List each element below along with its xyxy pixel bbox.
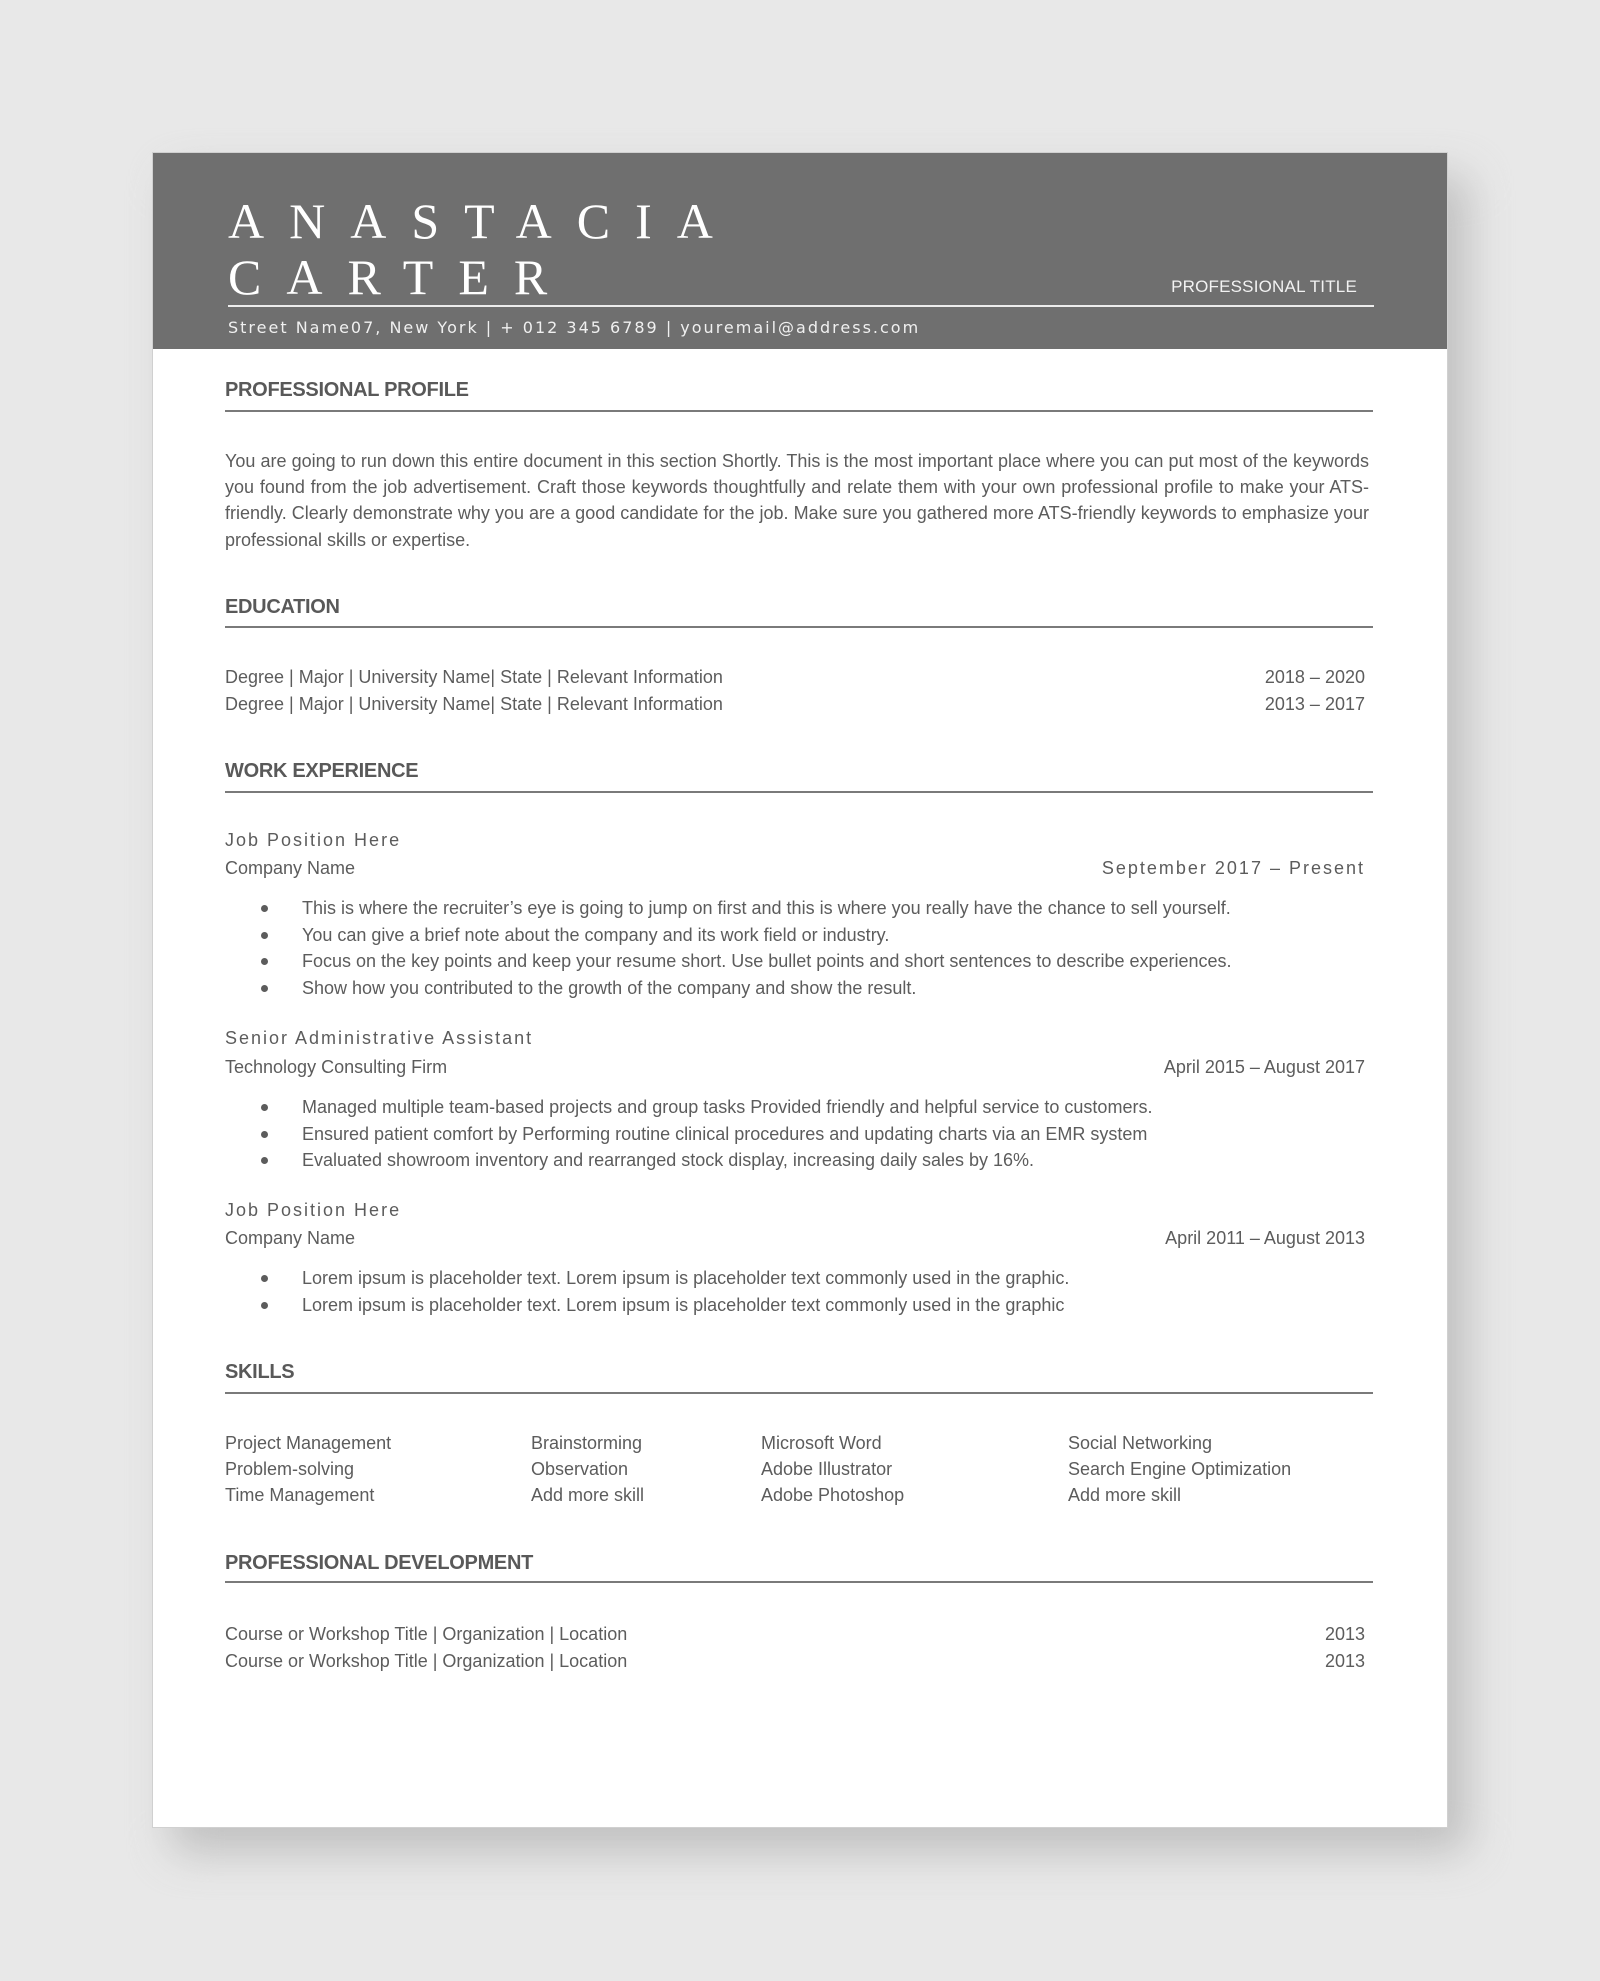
skill-item: Add more skill [531, 1485, 645, 1505]
skill-item: Time Management [225, 1485, 375, 1505]
bullet-icon [261, 958, 268, 965]
bullet-icon [261, 1275, 268, 1282]
bullet-item [225, 1147, 1369, 1174]
bullet-icon [261, 1131, 268, 1138]
first-name: ANASTACIA [228, 193, 738, 249]
bullet-icon [261, 1302, 268, 1309]
last-name: CARTER [228, 249, 573, 305]
skills-column [531, 1430, 644, 1508]
skill-item: Adobe Photoshop [761, 1485, 905, 1505]
section-title-profile: PROFESSIONAL PROFILE [225, 379, 469, 401]
section-divider [225, 626, 1373, 628]
job-dates: April 2011 – August 2013 [1165, 1228, 1365, 1248]
professional-title: PROFESSIONAL TITLE [1171, 277, 1357, 296]
bullet-item [225, 922, 1369, 949]
bullet-text: Show how you contributed to the growth of the company and show the result. [302, 978, 917, 999]
section-title-development: PROFESSIONAL DEVELOPMENT [225, 1552, 534, 1574]
job-bullets [225, 1265, 1369, 1318]
education-entry: Degree | Major | University Name| State | Relevant Information [225, 694, 723, 714]
education-dates: 2013 – 2017 [1264, 694, 1365, 714]
development-entry: Course or Workshop Title | Organization | Location [225, 1624, 628, 1644]
bullet-text: Ensured patient comfort by Performing routine clinical procedures and updating charts via an EMR system [302, 1123, 1148, 1144]
section-title-education: EDUCATION [225, 596, 340, 618]
job-company: Company Name [225, 1228, 356, 1248]
header-band [153, 153, 1447, 349]
skills-column [1068, 1430, 1291, 1508]
bullet-text: Managed multiple team-based projects and group tasks Provided friendly and helpful service to customers. [302, 1097, 1153, 1117]
skill-item: Adobe Illustrator [761, 1459, 893, 1479]
bullet-item [225, 975, 1369, 1002]
job-company-row [225, 1225, 1369, 1251]
bullet-text: Lorem ipsum is placeholder text. Lorem ipsum is placeholder text commonly used in the graphic. [302, 1268, 1070, 1288]
skill-item: Social Networking [1068, 1433, 1213, 1453]
skill-item: Microsoft Word [761, 1433, 882, 1453]
job-company: Technology Consulting Firm [225, 1057, 448, 1077]
skills-column [225, 1430, 391, 1508]
job-company: Company Name [225, 858, 356, 878]
bullet-icon [261, 1157, 268, 1164]
job-bullets [225, 1094, 1369, 1174]
job-position: Senior Administrative Assistant [225, 1028, 534, 1048]
job-company-row [225, 1054, 1369, 1080]
resume-page [152, 152, 1448, 1828]
education-row [225, 691, 1369, 717]
skill-item: Add more skill [1068, 1485, 1182, 1505]
section-divider [225, 410, 1373, 412]
education-row [225, 664, 1369, 690]
skill-item: Project Management [225, 1433, 392, 1453]
bullet-item [225, 1265, 1369, 1292]
section-title-skills: SKILLS [225, 1361, 295, 1383]
bullet-text: You can give a brief note about the company and its work field or industry. [302, 924, 890, 945]
bullet-item [225, 1121, 1369, 1148]
bullet-item [225, 895, 1369, 922]
skills-column [761, 1430, 904, 1508]
bullet-item [225, 1094, 1369, 1121]
section-title-experience: WORK EXPERIENCE [225, 760, 419, 782]
job-bullets [225, 895, 1369, 1002]
header-divider [228, 305, 1374, 307]
education-dates: 2018 – 2020 [1264, 667, 1365, 687]
job-position: Job Position Here [225, 830, 402, 850]
bullet-item [225, 948, 1369, 975]
bullet-text: Focus on the key points and keep your resume short. Use bullet points and short sentences to describe experiences. [302, 951, 1232, 972]
skill-item: Observation [531, 1459, 629, 1479]
bullet-text: Lorem ipsum is placeholder text. Lorem ipsum is placeholder text commonly used in the graphic [302, 1294, 1065, 1315]
development-entry: Course or Workshop Title | Organization | Location [225, 1651, 628, 1671]
bullet-icon [261, 985, 268, 992]
job-position: Job Position Here [225, 1200, 402, 1220]
candidate-name [228, 193, 738, 305]
job-dates: April 2015 – August 2017 [1163, 1057, 1365, 1077]
contact-info: Street Name07, New York | + 012 345 6789 | youremail@address.com [228, 318, 921, 337]
bullet-text: Evaluated showroom inventory and rearranged stock display, increasing daily sales by 16%. [302, 1150, 1035, 1171]
skill-item: Search Engine Optimization [1068, 1459, 1292, 1479]
job-company-row [225, 855, 1369, 881]
development-row [225, 1621, 1369, 1647]
bullet-text: This is where the recruiter’s eye is going to jump on first and this is where you really have the chance to sell yourself. [302, 898, 1231, 918]
bullet-item [225, 1292, 1369, 1319]
section-divider [225, 791, 1373, 793]
bullet-icon [261, 1104, 268, 1111]
education-entry: Degree | Major | University Name| State | Relevant Information [225, 667, 723, 687]
section-divider [225, 1392, 1373, 1394]
skill-item: Brainstorming [531, 1433, 643, 1453]
bullet-icon [261, 932, 268, 939]
bullet-icon [261, 905, 268, 912]
skill-item: Problem-solving [225, 1459, 355, 1479]
job-dates: September 2017 – Present [1101, 858, 1365, 878]
profile-text: You are going to run down this entire document in this section Shortly. This is the most important place where you can put most of the keywords you found from the job advertisement. Craft those keywords thoughtfully and relate them with your own professional profile to make your ATS-friendly. Clearly demonstrate why you are a good candidate for the job. Make sure you gathered more ATS-friendly keywords to emphasize your professional skills or expertise. [225, 451, 1369, 550]
section-divider [225, 1581, 1373, 1583]
development-year: 2013 [1324, 1651, 1365, 1671]
development-year: 2013 [1324, 1624, 1365, 1644]
development-row [225, 1648, 1369, 1674]
